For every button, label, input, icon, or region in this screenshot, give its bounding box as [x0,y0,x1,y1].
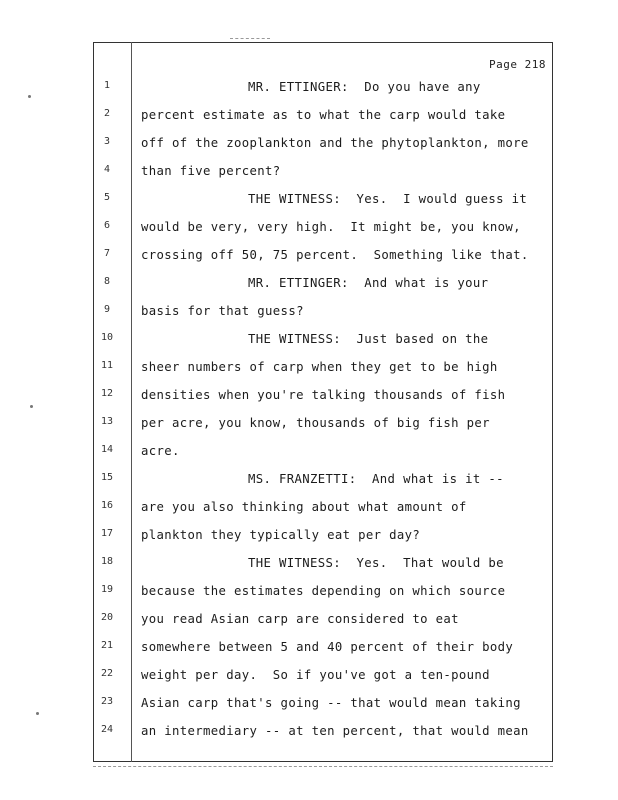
transcript-line [0,524,618,552]
line-number: 16 [100,500,114,511]
scan-speck [30,405,33,408]
line-text: would be very, very high. It might be, you know, [141,220,521,234]
transcript-line [0,188,618,216]
line-text: per acre, you know, thousands of big fish per [141,416,490,430]
line-text: crossing off 50, 75 percent. Something like that. [141,248,529,262]
transcript-line [0,636,618,664]
scan-speck [36,712,39,715]
line-number: 14 [100,444,114,455]
line-text: MR. ETTINGER: And what is your [248,276,489,290]
line-text: MR. ETTINGER: Do you have any [248,80,481,94]
line-text: somewhere between 5 and 40 percent of their body [141,640,514,654]
transcript-line [0,692,618,720]
transcript-line [0,664,618,692]
page-number: Page 218 [489,58,546,71]
transcript-line [0,356,618,384]
line-text: densities when you're talking thousands of fish [141,388,506,402]
line-number: 8 [103,276,111,287]
line-number: 10 [100,332,114,343]
transcript-line [0,580,618,608]
line-text: sheer numbers of carp when they get to be high [141,360,498,374]
transcript-line [0,104,618,132]
line-text: are you also thinking about what amount of [141,500,467,514]
transcript-line [0,244,618,272]
line-text: you read Asian carp are considered to eat [141,612,459,626]
line-number: 1 [103,80,111,91]
line-text: basis for that guess? [141,304,304,318]
line-number: 15 [100,472,114,483]
line-text: Asian carp that's going -- that would mean taking [141,696,521,710]
line-text: an intermediary -- at ten percent, that would mean [141,724,529,738]
line-number: 17 [100,528,114,539]
line-text: percent estimate as to what the carp would take [141,108,506,122]
transcript-line [0,216,618,244]
scan-speck [28,95,31,98]
line-number: 13 [100,416,114,427]
line-number: 4 [103,164,111,175]
line-number: 20 [100,612,114,623]
transcript-line [0,720,618,748]
line-text: off of the zooplankton and the phytoplankton, more [141,136,529,150]
line-number: 21 [100,640,114,651]
line-number: 19 [100,584,114,595]
transcript-line [0,412,618,440]
transcript-line [0,76,618,104]
line-text: than five percent? [141,164,281,178]
line-number: 7 [103,248,111,259]
transcript-line [0,272,618,300]
transcript-line [0,552,618,580]
line-text: acre. [141,444,180,458]
line-number: 18 [100,556,114,567]
line-text: weight per day. So if you've got a ten-pound [141,668,490,682]
line-text: MS. FRANZETTI: And what is it -- [248,472,504,486]
line-number: 5 [103,192,111,203]
transcript-line [0,132,618,160]
scan-artifact-bottom [93,766,553,768]
line-text: THE WITNESS: Yes. That would be [248,556,504,570]
scan-artifact-top [230,38,270,40]
line-number: 2 [103,108,111,119]
transcript-line [0,608,618,636]
line-text: THE WITNESS: Just based on the [248,332,489,346]
line-number: 3 [103,136,111,147]
line-number: 11 [100,360,114,371]
line-number: 6 [103,220,111,231]
transcript-line [0,160,618,188]
transcript-line [0,300,618,328]
line-text: THE WITNESS: Yes. I would guess it [248,192,528,206]
line-number: 12 [100,388,114,399]
line-text: plankton they typically eat per day? [141,528,421,542]
line-number: 24 [100,724,114,735]
transcript-line [0,468,618,496]
line-number: 22 [100,668,114,679]
transcript-line [0,384,618,412]
transcript-line [0,440,618,468]
line-number: 23 [100,696,114,707]
transcript-line [0,496,618,524]
line-number: 9 [103,304,111,315]
transcript-line [0,328,618,356]
line-text: because the estimates depending on which source [141,584,506,598]
